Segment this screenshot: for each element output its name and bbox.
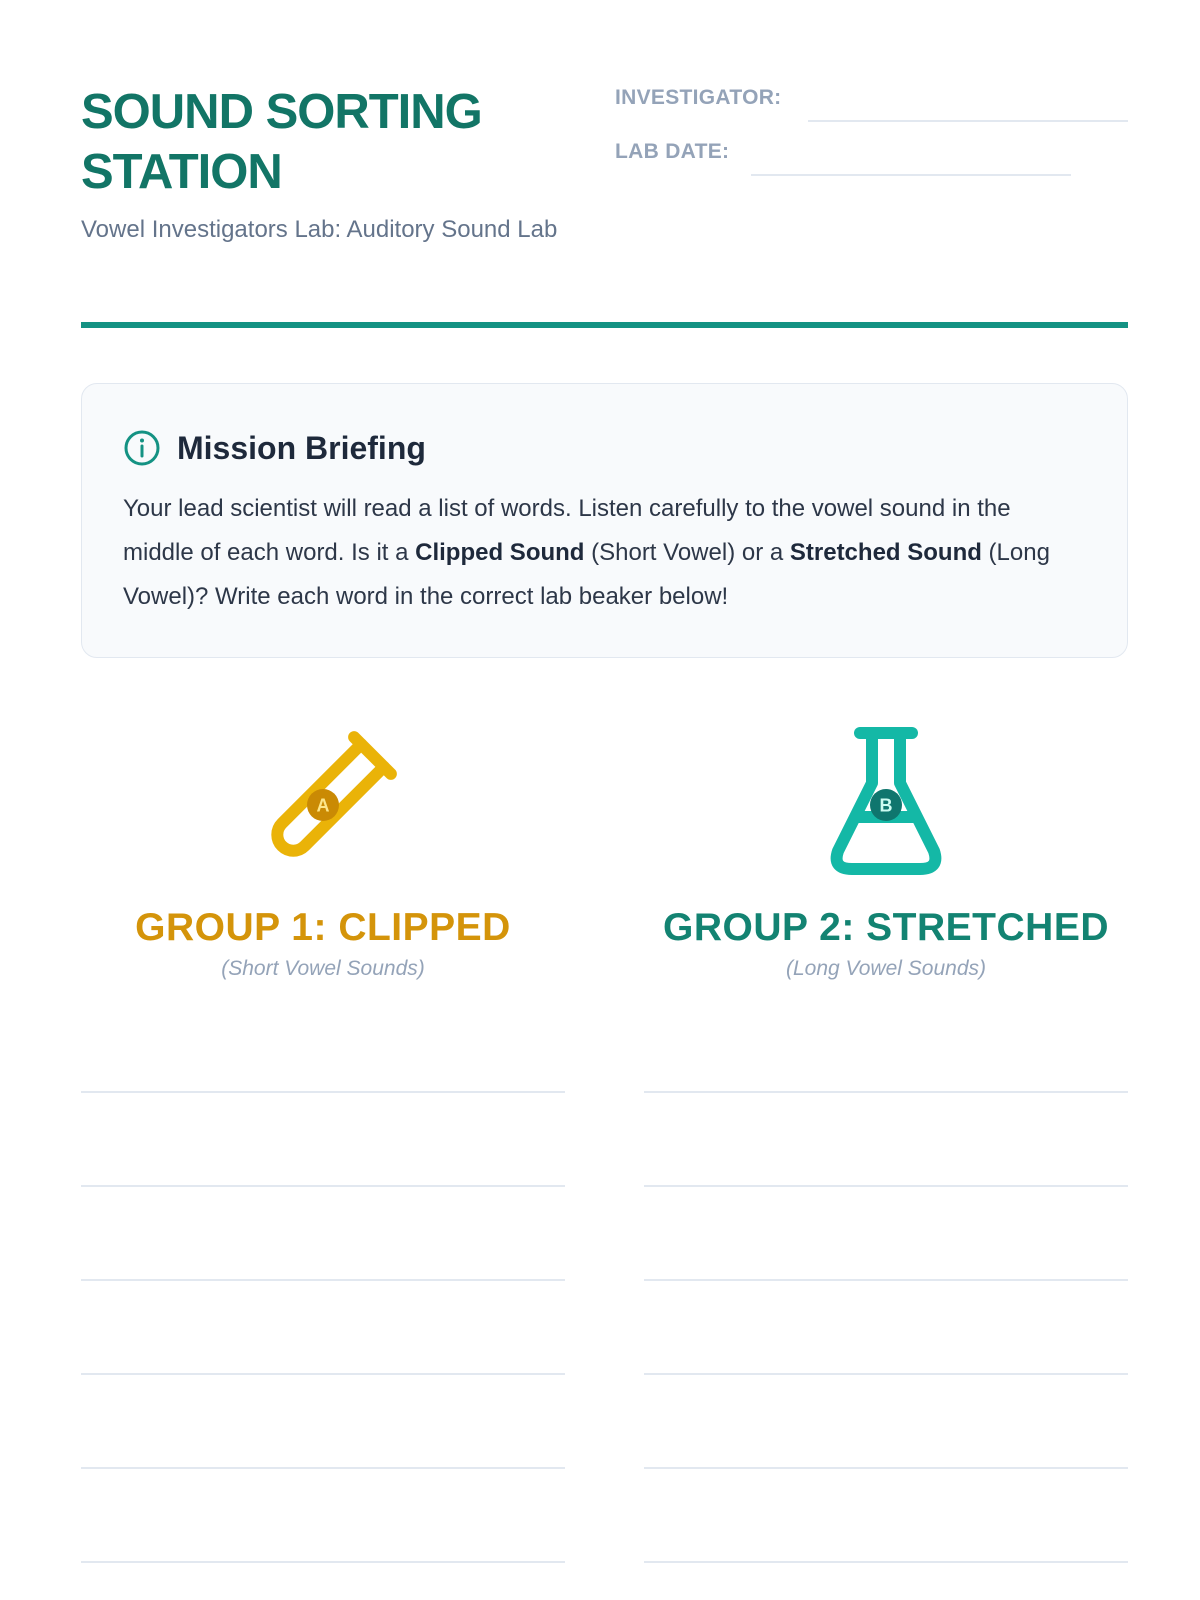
lab-date-blank-line[interactable] bbox=[751, 174, 1071, 176]
worksheet-page bbox=[81, 0, 1128, 1600]
flask-icon bbox=[806, 725, 966, 885]
answer-line[interactable] bbox=[644, 1561, 1128, 1563]
answer-line[interactable] bbox=[81, 1279, 565, 1281]
briefing-instructions bbox=[123, 487, 1083, 619]
clipped-sound-term: Clipped Sound bbox=[415, 539, 585, 566]
investigator-field bbox=[615, 82, 1128, 122]
info-circle-icon bbox=[123, 429, 161, 467]
investigator-label: INVESTIGATOR: bbox=[615, 86, 782, 109]
answer-line[interactable] bbox=[644, 1467, 1128, 1469]
test-tube-icon bbox=[243, 725, 403, 885]
worksheet-header bbox=[81, 82, 1128, 328]
answer-line[interactable] bbox=[644, 1279, 1128, 1281]
answer-line[interactable] bbox=[81, 1467, 565, 1469]
stretched-sound-term: Stretched Sound bbox=[789, 539, 982, 566]
lab-date-label: LAB DATE: bbox=[615, 140, 730, 163]
briefing-title: Mission Briefing bbox=[177, 429, 426, 466]
lab-date-field bbox=[615, 136, 1128, 176]
badge-a: A bbox=[316, 795, 330, 816]
answer-line[interactable] bbox=[644, 1185, 1128, 1187]
page-title: SOUND SORTING STATION bbox=[81, 85, 482, 199]
answer-line[interactable] bbox=[81, 1091, 565, 1093]
answer-line[interactable] bbox=[644, 1373, 1128, 1375]
badge-b: B bbox=[879, 795, 893, 816]
group-2-subtitle: (Long Vowel Sounds) bbox=[785, 957, 986, 980]
answer-line[interactable] bbox=[81, 1373, 565, 1375]
title-block bbox=[81, 82, 581, 250]
group-1-title: GROUP 1: CLIPPED bbox=[135, 906, 511, 949]
briefing-heading bbox=[123, 428, 426, 468]
mission-briefing-card bbox=[81, 383, 1128, 658]
investigator-blank-line[interactable] bbox=[808, 120, 1128, 122]
header-divider bbox=[81, 322, 1128, 328]
briefing-text-part: (Long Vowel)? Write each word in the correct lab beaker below! bbox=[123, 539, 1050, 610]
group-clipped bbox=[81, 725, 565, 981]
group-2-title: GROUP 2: STRETCHED bbox=[663, 906, 1109, 949]
answer-line[interactable] bbox=[81, 1185, 565, 1187]
group-stretched bbox=[644, 725, 1128, 981]
group-1-subtitle: (Short Vowel Sounds) bbox=[221, 957, 425, 980]
briefing-text-part: (Short Vowel) or a bbox=[584, 539, 790, 566]
briefing-text-part: Your lead scientist will read a list of words. Listen carefully to the vowel sound in the middle of each word. Is it a bbox=[123, 495, 1011, 566]
answer-line[interactable] bbox=[81, 1561, 565, 1563]
page-subtitle: Vowel Investigators Lab: Auditory Sound Lab bbox=[81, 216, 558, 243]
answer-line[interactable] bbox=[644, 1091, 1128, 1093]
